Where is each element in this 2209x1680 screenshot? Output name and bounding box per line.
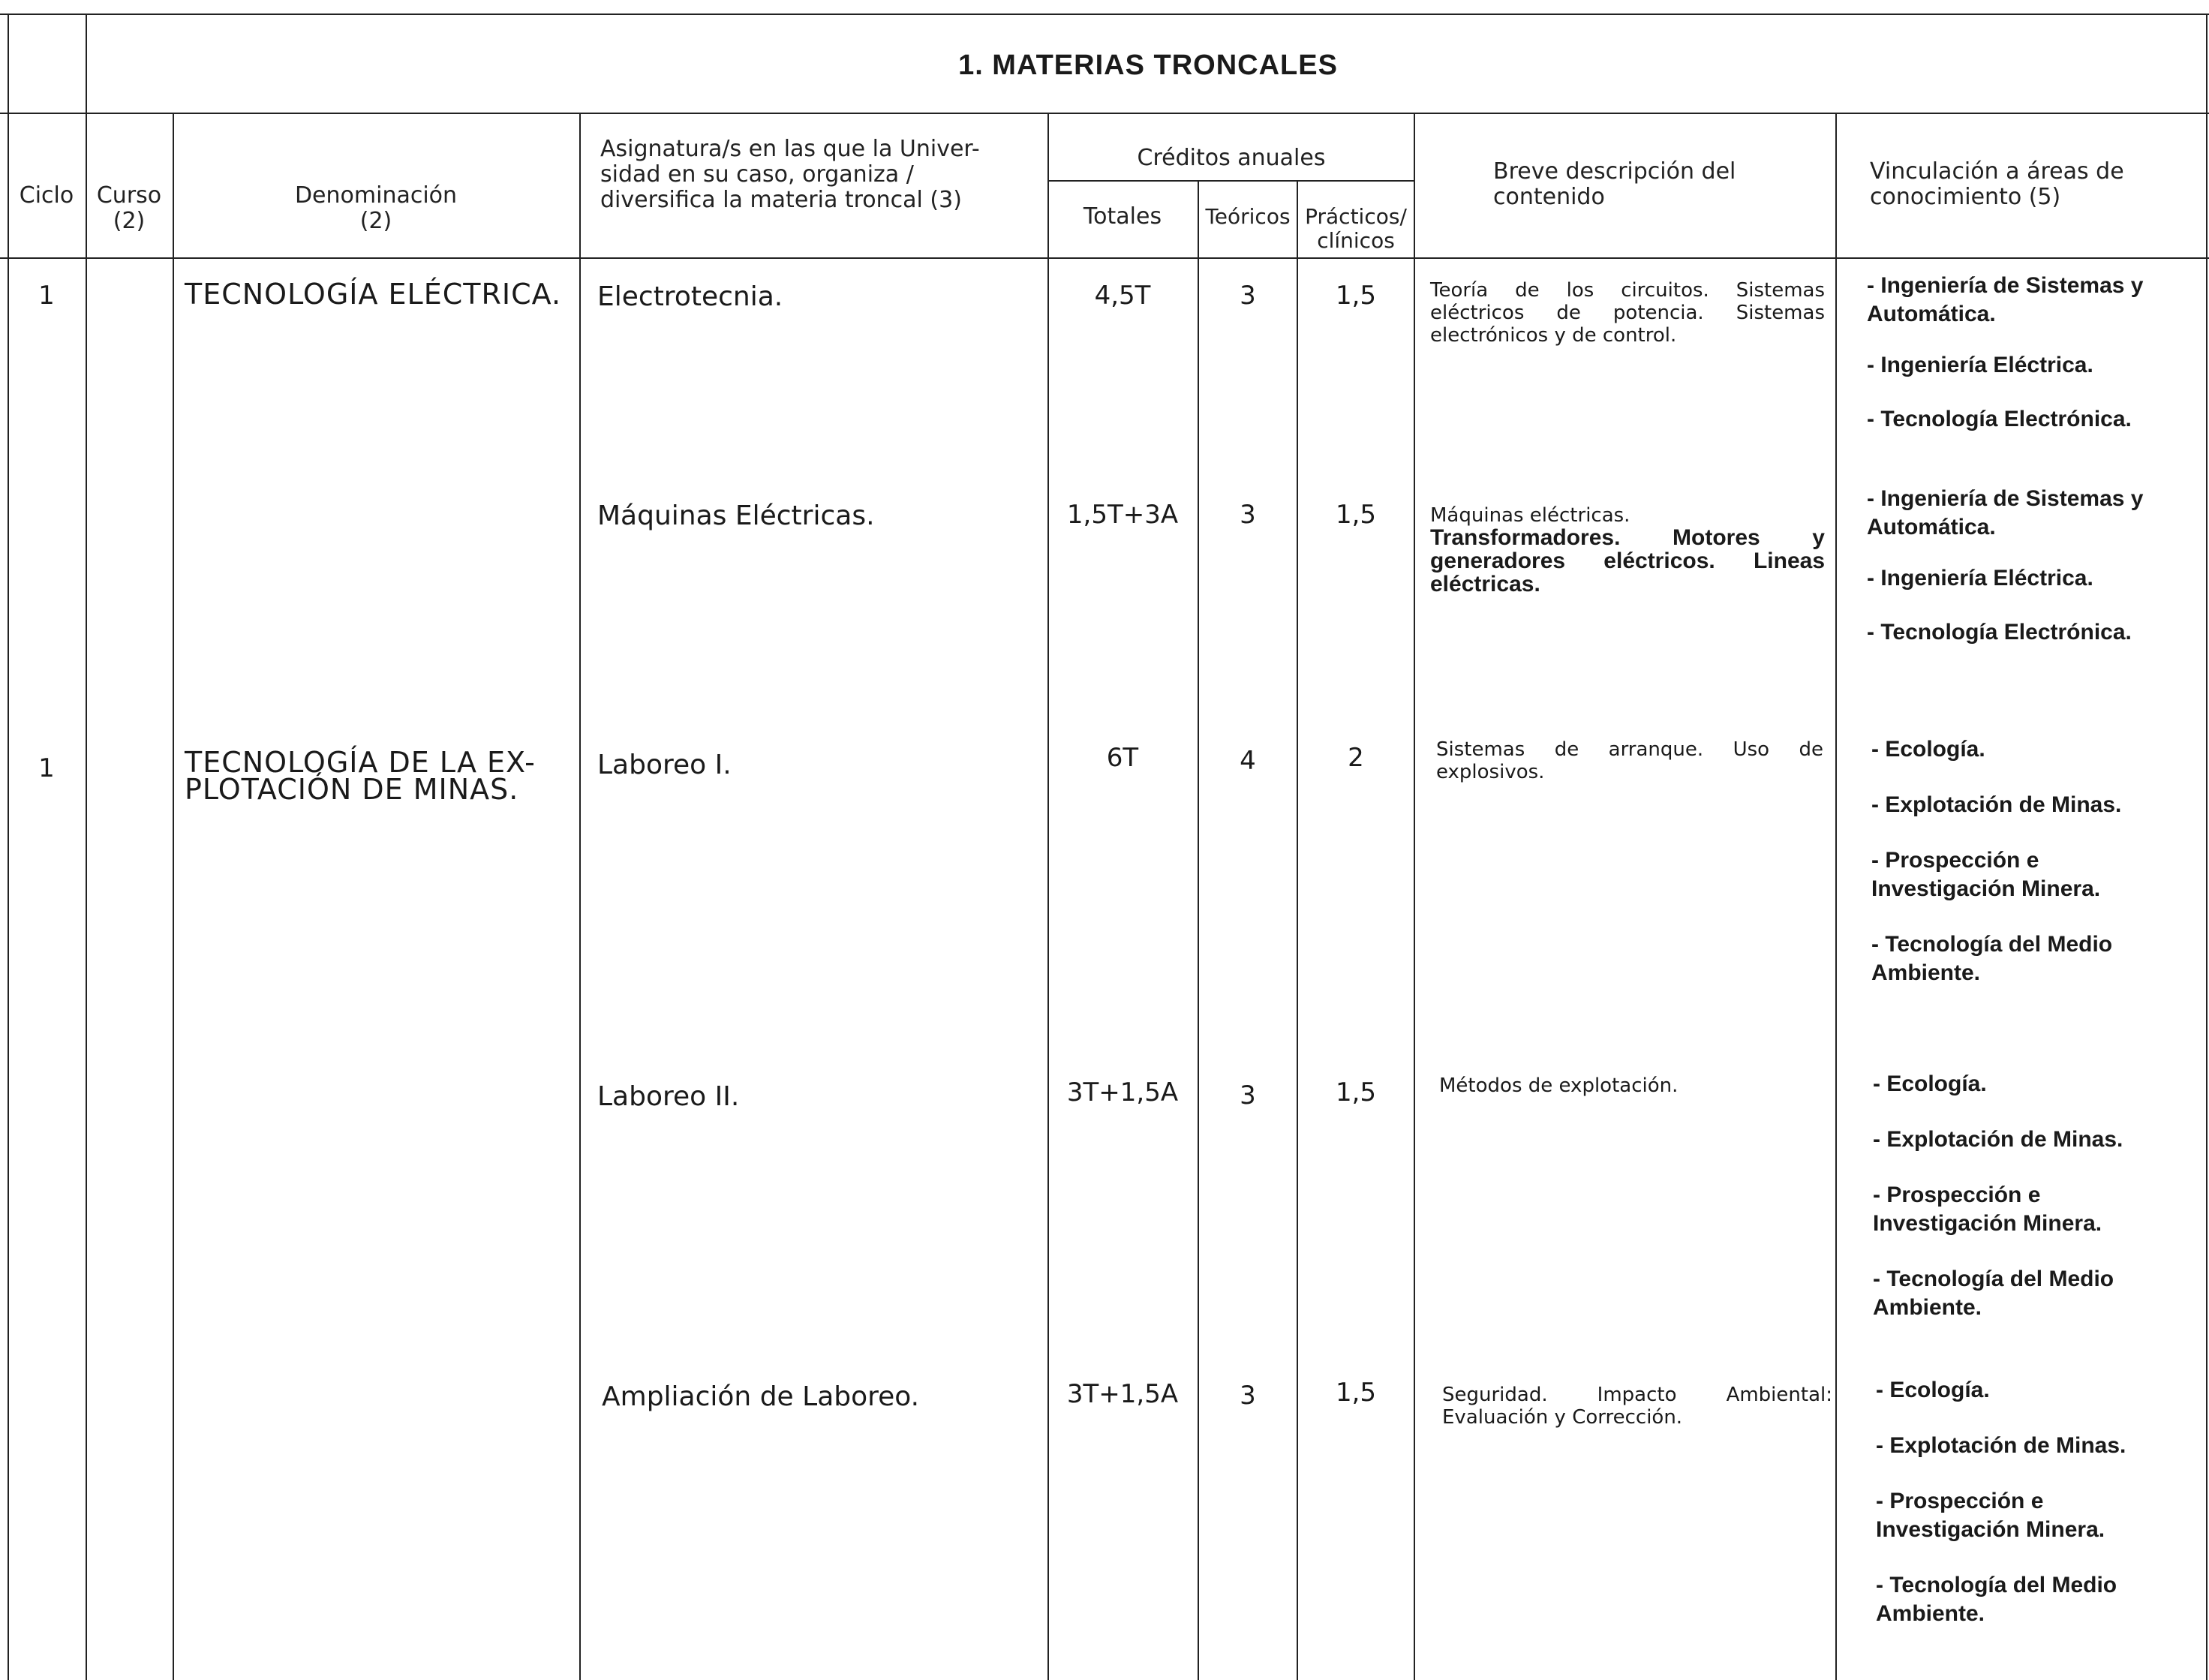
creditos-totales: 3T+1,5A (1066, 1379, 1179, 1409)
area-item: - Tecnología Electrónica. (1867, 407, 2132, 431)
materia-name: TECNOLOGÍA ELÉCTRICA. (185, 278, 562, 311)
creditos-teoricos: 3 (1240, 1080, 1256, 1110)
area-item: - Ecología. (1871, 737, 1985, 762)
area-item: - Explotación de Minas. (1873, 1127, 2123, 1152)
area-item: - Ecología. (1876, 1378, 1990, 1402)
creditos-subheader-border (1047, 180, 1415, 182)
top-border (0, 14, 2209, 15)
descripcion-text: Teoría de los circuitos. Sistemas eléctricos de potencia. Sistemas electrónicos y de control. (1430, 279, 1825, 347)
creditos-practicos: 1,5 (1335, 281, 1377, 311)
header-descripcion-line-1: Breve descripción del (1493, 158, 1736, 185)
area-item: - Tecnología Electrónica. (1867, 620, 2132, 645)
header-asignaturas-line-3: diversifica la materia troncal (3) (600, 187, 962, 213)
header-teoricos: Teóricos (1205, 204, 1291, 229)
area-item: - Explotación de Minas. (1876, 1433, 2126, 1458)
descripcion-text (1430, 504, 1825, 597)
header-asignaturas-line-1: Asignatura/s en las que la Univer- (600, 136, 980, 162)
materia-name-line-2: PLOTACIÓN DE MINAS. (185, 773, 519, 806)
header-vinculacion-line-2: conocimiento (5) (1870, 184, 2061, 210)
header-bottom-border (0, 257, 2209, 259)
col-sep-asignatura (1047, 113, 1049, 1680)
left-border (8, 14, 9, 1680)
creditos-teoricos: 3 (1240, 281, 1256, 311)
header-ciclo: Ciclo (19, 182, 74, 209)
area-item: - Tecnología del Medio Ambiente. (1873, 1267, 2114, 1320)
asignatura-name: Ampliación de Laboreo. (602, 1381, 920, 1412)
area-item: - Explotación de Minas. (1871, 792, 2122, 817)
creditos-totales: 1,5T+3A (1066, 500, 1179, 530)
descripcion-text: Sistemas de arranque. Uso de explosivos. (1436, 738, 1823, 783)
asignatura-name: Laboreo I. (597, 750, 732, 780)
asignatura-name: Máquinas Eléctricas. (597, 500, 875, 531)
area-item: - Tecnología del Medio Ambiente. (1876, 1573, 2117, 1626)
col-sep-denominacion (579, 113, 581, 1680)
col-sep-descripcion (1835, 113, 1837, 1680)
ciclo-value: 1 (38, 281, 55, 311)
right-border (2206, 14, 2207, 1680)
col-sep-totales (1198, 180, 1199, 1680)
col-sep-ciclo (86, 14, 87, 1680)
asignatura-name: Laboreo II. (597, 1081, 740, 1112)
col-sep-curso (173, 113, 174, 1680)
title-bottom-border (0, 113, 2209, 114)
header-descripcion-line-2: contenido (1493, 184, 1605, 210)
descripcion-text: Seguridad. Impacto Ambiental: Evaluación y Corrección. (1442, 1384, 1832, 1429)
area-item: - Tecnología del Medio Ambiente. (1871, 932, 2113, 985)
materia-name-line-1: TECNOLOGÍA DE LA EX- (185, 746, 536, 779)
creditos-practicos: 2 (1348, 743, 1364, 773)
descripcion-bold: Transformadores. Motores y generadores eléctricos. Lineas eléctricas. (1430, 525, 1825, 597)
header-practicos-line-1: Prácticos/ (1305, 204, 1407, 229)
creditos-totales: 3T+1,5A (1066, 1077, 1179, 1107)
creditos-practicos: 1,5 (1335, 1077, 1377, 1107)
descripcion-text: Métodos de explotación. (1439, 1074, 1679, 1097)
header-denominacion-note: (2) (359, 208, 392, 234)
header-creditos: Créditos anuales (1137, 145, 1326, 171)
header-vinculacion-line-1: Vinculación a áreas de (1870, 158, 2124, 185)
creditos-practicos: 1,5 (1335, 500, 1377, 530)
col-sep-teoricos (1297, 180, 1298, 1680)
creditos-teoricos: 4 (1240, 746, 1256, 776)
header-denominacion: Denominación (294, 182, 458, 209)
descripcion-lead: Máquinas eléctricas. (1430, 504, 1630, 527)
header-totales: Totales (1083, 203, 1162, 230)
header-curso-note: (2) (113, 208, 146, 234)
asignatura-name: Electrotecnia. (597, 281, 783, 312)
creditos-teoricos: 3 (1240, 500, 1256, 530)
area-item: - Prospección e Investigación Minera. (1873, 1183, 2102, 1236)
area-item: - Ecología. (1873, 1071, 1987, 1096)
creditos-totales: 6T (1106, 743, 1139, 773)
creditos-teoricos: 3 (1240, 1381, 1256, 1411)
area-item: - Ingeniería de Sistemas y Automática. (1867, 486, 2144, 539)
creditos-totales: 4,5T (1094, 281, 1151, 311)
header-asignaturas-line-2: sidad en su caso, organiza / (600, 161, 914, 188)
area-item: - Ingeniería Eléctrica. (1867, 566, 2093, 591)
col-sep-practicos (1414, 113, 1415, 1680)
area-item: - Ingeniería Eléctrica. (1867, 353, 2093, 377)
creditos-practicos: 1,5 (1335, 1378, 1377, 1408)
ciclo-value: 1 (38, 753, 55, 783)
area-item: - Prospección e Investigación Minera. (1876, 1489, 2105, 1542)
page-title: 1. MATERIAS TRONCALES (958, 50, 1338, 81)
area-item: - Ingeniería de Sistemas y Automática. (1867, 273, 2144, 326)
area-item: - Prospección e Investigación Minera. (1871, 848, 2101, 901)
header-curso: Curso (96, 182, 162, 209)
header-practicos-line-2: clínicos (1317, 228, 1395, 253)
